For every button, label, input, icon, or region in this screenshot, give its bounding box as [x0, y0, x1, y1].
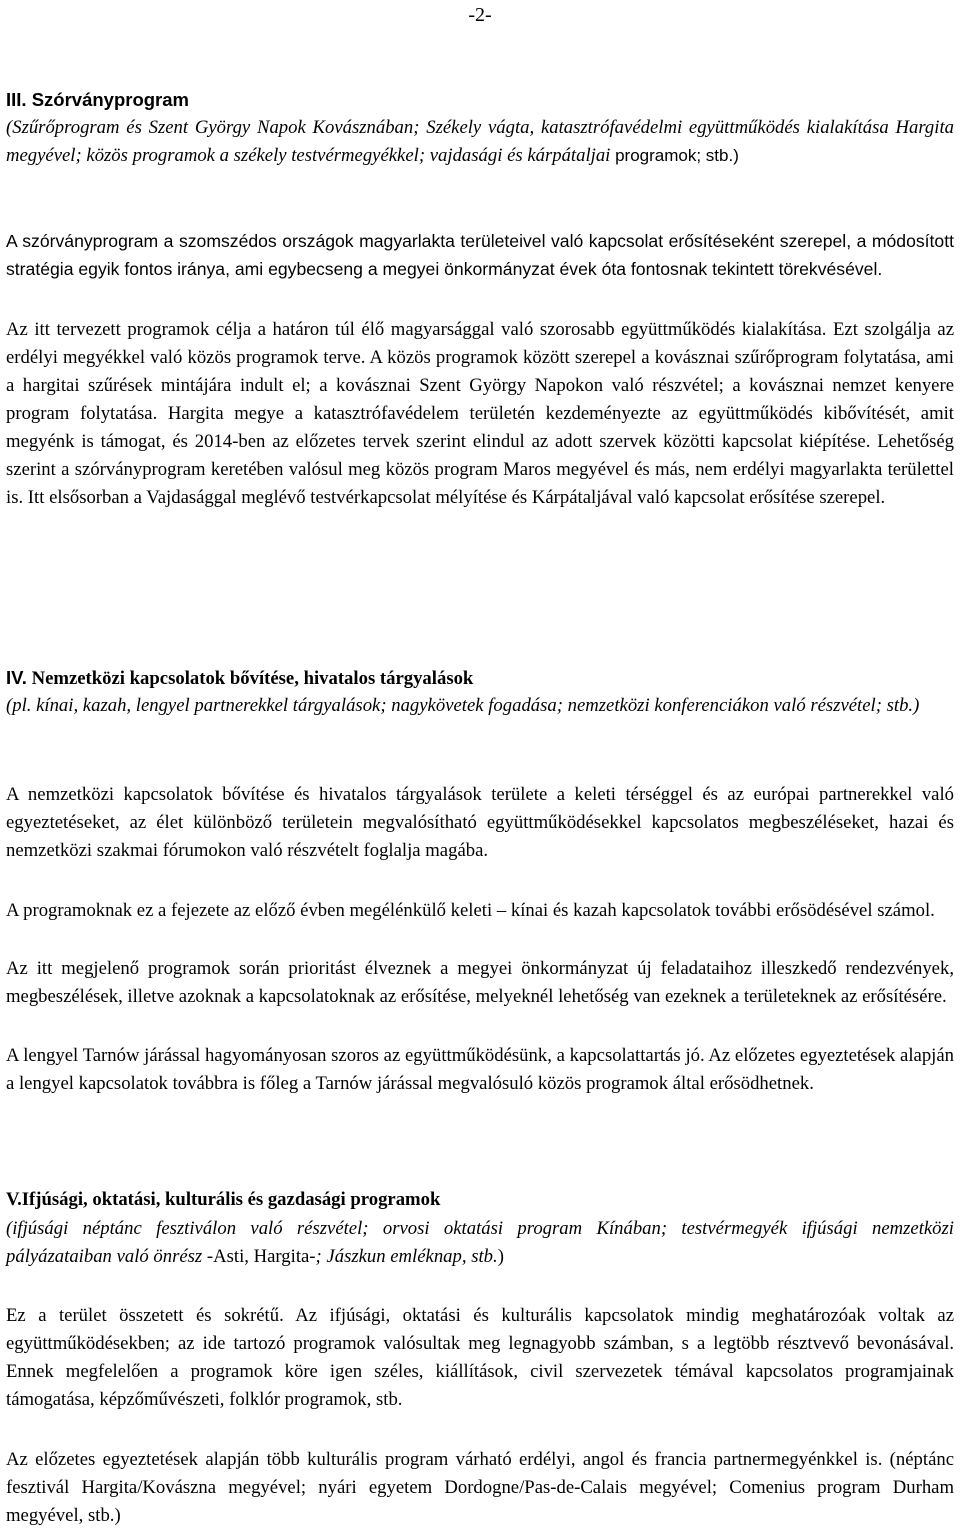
- section-4-paragraph-4: A lengyel Tarnów járással hagyományosan szoros az együttműködésünk, a kapcsolattartás jó. Az előzetes egyeztetések alapján a lengyel kapcsolatok továbbra is főleg a Tarnów járással megvalósuló közös programok által erősödhetnek.: [6, 1045, 954, 1094]
- section-3-paragraph-2: Az itt tervezett programok célja a határon túl élő magyarsággal való szorosabb együttműködés kialakítása. Ezt szolgálja az erdélyi megyékkel való közös programok terve. A közös programok között szerepel a kovásznai szűrőprogram folytatása, ami a hargitai szűrések mintájára indult el; a kovásznai Szent György Napokon való részvétel; a kovásznai nemzet kenyere program folytatása. Hargita megye a katasztrófavédelem területén kezdeményezte az együttműködés kibővítését, amit megyénk is támogat, és 2014-ben az előzetes tervek szerint elindul az adott szervek közötti kapcsolat kiépítése. Lehetőség szerint a szórványprogram keretében valósul meg közös program Maros megyével és más, nem erdélyi magyarlakta területtel is. Itt elsősorban a Vajdasággal meglévő testvérkapcsolat mélyítése és Kárpátaljával való kapcsolat erősítése szerepel.: [6, 319, 954, 508]
- section-5-paragraph-1: Ez a terület összetett és sokrétű. Az ifjúsági, oktatási és kulturális kapcsolatok mindig meghatározóak voltak az együttműködésekben; az ide tartozó programok valósultak meg legnagyobb számban, s a legtöbb résztvevő bevonásával. Ennek megfelelően a programok köre igen széles, kiállítások, civil szervezetek témával kapcsolatos programjainak támogatása, képzőművészeti, folklór programok, stb.: [6, 1305, 954, 1410]
- section-5-subtitle-d: ): [497, 1246, 504, 1267]
- section-4-paragraph-2: A programoknak ez a fejezete az előző évben megélénkülő keleti – kínai és kazah kapcsolatok további erősödésével számol.: [6, 900, 935, 921]
- section-3-subtitle: [6, 114, 954, 170]
- section-4-heading-text: Nemzetközi kapcsolatok bővítése, hivatalos tárgyalások: [26, 668, 474, 689]
- section-5-subtitle: [6, 1215, 954, 1271]
- section-3-paragraph-1: A szórványprogram a szomszédos országok magyarlakta területeivel való kapcsolat erősítéseként szerepel, a módosított stratégia egyik fontos iránya, ami egybecseng a megyei önkormányzat évek óta fontosnak tekintett törekvésével.: [6, 231, 954, 279]
- section-5-subtitle-a: (ifjúsági néptánc fesztiválon való részvétel; orvosi oktatási program Kínában; testvérmegyék ifjúsági nemzetközi pályázataiban való önrész -: [6, 1218, 954, 1267]
- section-5-subtitle-c: ; Jászkun emléknap, stb.: [315, 1246, 498, 1267]
- section-3-heading: III. Szórványprogram: [6, 89, 189, 110]
- section-5-paragraph-2: Az előzetes egyeztetések alapján több kulturális program várható erdélyi, angol és francia partnermegyénkkel is. (néptánc fesztivál Hargita/Kovászna megyével; nyári egyetem Dordogne/Pas-de-Calais megyével; Comenius program Durham megyével, stb.): [6, 1449, 954, 1526]
- section-4-heading: [6, 664, 954, 693]
- section-5-subtitle-b: Asti, Hargita-: [213, 1246, 316, 1267]
- section-3-subtitle-italic: (Szűrőprogram és Szent György Napok Kovásznában; Székely vágta, katasztrófavédelmi együttműködés kialakítása Hargita megyével; közös programok a székely testvérmegyékkel; vajdasági és kárpátaljai: [6, 117, 954, 166]
- section-3-subtitle-tail: programok; stb.): [610, 146, 739, 165]
- page-number: -2-: [468, 4, 492, 26]
- section-4-subtitle: (pl. kínai, kazah, lengyel partnerekkel tárgyalások; nagykövetek fogadása; nemzetközi konferenciákon való részvétel; stb.): [6, 695, 920, 716]
- document-page: [6, 0, 954, 1533]
- section-4-paragraph-3: Az itt megjelenő programok során prioritást élveznek a megyei önkormányzat új feladataihoz illeszkedő rendezvények, megbeszélések, illetve azoknak a kapcsolatoknak az erősítése, melyeknél lehetőség van ezeknek a területeknek az erősítésére.: [6, 958, 954, 1007]
- section-4-paragraph-1: A nemzetközi kapcsolatok bővítése és hivatalos tárgyalások területe a keleti térséggel és az európai partnerekkel való egyeztetéseket, az élet különböző területein megvalósítható együttműködésekkel kapcsolatos megbeszéléseket, hazai és nemzetközi szakmai fórumokon való részvételt foglalja magába.: [6, 784, 954, 861]
- section-4-heading-number: IV.: [6, 667, 27, 688]
- section-5-heading: V.Ifjúsági, oktatási, kulturális és gazdasági programok: [6, 1189, 441, 1210]
